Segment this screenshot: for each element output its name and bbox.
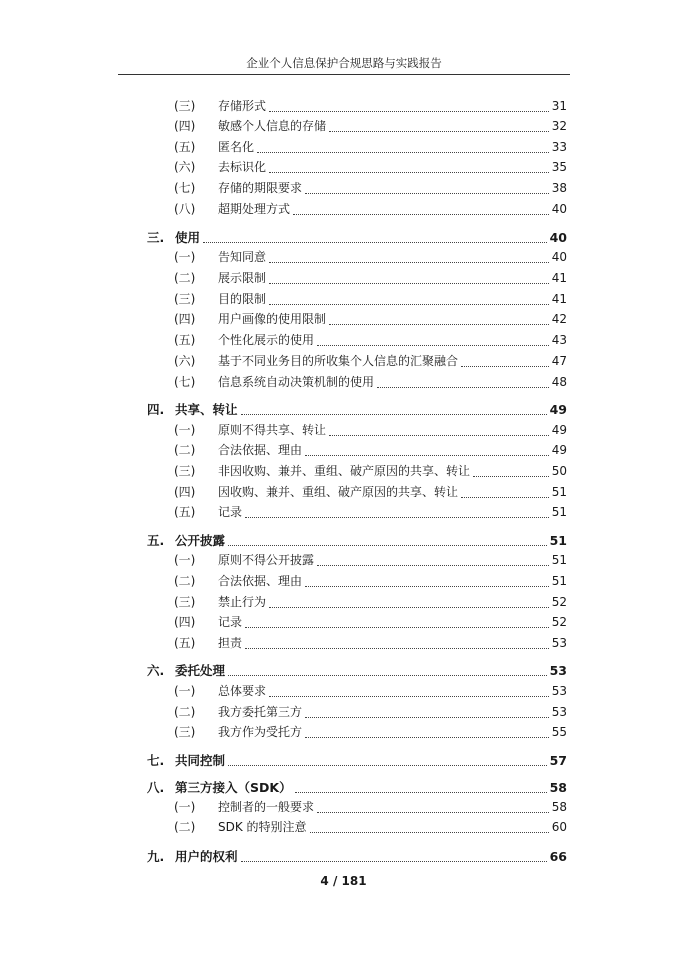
toc-entry-number: (六) bbox=[174, 160, 196, 174]
toc-entry-title: 我方委托第三方 bbox=[218, 705, 303, 719]
toc-subsection-entry[interactable] bbox=[174, 484, 567, 501]
toc-subsection-entry[interactable] bbox=[174, 819, 567, 836]
toc-subsection-entry[interactable] bbox=[174, 504, 567, 521]
toc-dot-leader bbox=[305, 454, 549, 456]
toc-entry-title: 存储的期限要求 bbox=[218, 181, 303, 195]
toc-entry-page: 41 bbox=[551, 271, 567, 285]
toc-entry-page: 51 bbox=[551, 574, 567, 588]
toc-entry-page: 33 bbox=[551, 140, 567, 154]
page-header-title: 企业个人信息保护合规思路与实践报告 bbox=[246, 56, 442, 70]
toc-entry-page: 49 bbox=[551, 443, 567, 457]
toc-entry-title: 第三方接入（SDK） bbox=[175, 780, 292, 795]
toc-dot-leader bbox=[329, 434, 549, 436]
toc-dot-leader bbox=[329, 323, 549, 325]
toc-section-entry[interactable] bbox=[147, 401, 567, 418]
toc-subsection-entry[interactable] bbox=[174, 704, 567, 721]
toc-entry-number: (八) bbox=[174, 202, 196, 216]
toc-subsection-entry[interactable] bbox=[174, 635, 567, 652]
toc-entry-page: 35 bbox=[551, 160, 567, 174]
toc-entry-page: 58 bbox=[549, 780, 567, 795]
toc-entry-number: (二) bbox=[174, 574, 196, 588]
toc-entry-number: (一) bbox=[174, 250, 196, 264]
toc-dot-leader bbox=[269, 110, 549, 112]
toc-entry-title: 告知同意 bbox=[218, 250, 267, 264]
toc-dot-leader bbox=[305, 585, 549, 587]
toc-dot-leader bbox=[203, 241, 547, 243]
toc-dot-leader bbox=[310, 831, 549, 833]
toc-subsection-entry[interactable] bbox=[174, 442, 567, 459]
toc-subsection-entry[interactable] bbox=[174, 724, 567, 741]
toc-dot-leader bbox=[269, 282, 549, 284]
toc-entry-page: 40 bbox=[551, 250, 567, 264]
toc-entry-page: 66 bbox=[549, 849, 567, 864]
toc-entry-page: 58 bbox=[551, 800, 567, 814]
toc-dot-leader bbox=[473, 475, 549, 477]
toc-subsection-entry[interactable] bbox=[174, 201, 567, 218]
toc-entry-number: 四. bbox=[147, 402, 165, 417]
toc-dot-leader bbox=[269, 606, 549, 608]
page-number: 4 / 181 bbox=[320, 874, 367, 888]
toc-entry-number: (五) bbox=[174, 636, 196, 650]
toc-entry-page: 53 bbox=[549, 663, 567, 678]
toc-dot-leader bbox=[461, 365, 549, 367]
toc-entry-page: 31 bbox=[551, 99, 567, 113]
toc-entry-title: 基于不同业务目的所收集个人信息的汇聚融合 bbox=[218, 354, 459, 368]
toc-entry-number: (三) bbox=[174, 595, 196, 609]
toc-entry-page: 49 bbox=[549, 402, 567, 417]
toc-entry-number: (三) bbox=[174, 725, 196, 739]
toc-entry-title: 敏感个人信息的存储 bbox=[218, 119, 327, 133]
toc-entry-title: 记录 bbox=[218, 505, 243, 519]
toc-entry-title: 因收购、兼并、重组、破产原因的共享、转让 bbox=[218, 485, 459, 499]
toc-entry-page: 43 bbox=[551, 333, 567, 347]
toc-entry-title: 匿名化 bbox=[218, 140, 255, 154]
toc-entry-number: (二) bbox=[174, 705, 196, 719]
toc-subsection-entry[interactable] bbox=[174, 118, 567, 135]
toc-entry-title: 用户画像的使用限制 bbox=[218, 312, 327, 326]
toc-subsection-entry[interactable] bbox=[174, 332, 567, 349]
toc-entry-title: 记录 bbox=[218, 615, 243, 629]
toc-entry-title: 用户的权利 bbox=[175, 849, 238, 864]
toc-subsection-entry[interactable] bbox=[174, 422, 567, 439]
toc-entry-title: 非因收购、兼并、重组、破产原因的共享、转让 bbox=[218, 464, 471, 478]
toc-entry-title: 目的限制 bbox=[218, 292, 267, 306]
toc-dot-leader bbox=[317, 344, 549, 346]
toc-entry-title: 共同控制 bbox=[175, 753, 226, 768]
toc-entry-title: 原则不得公开披露 bbox=[218, 553, 315, 567]
toc-entry-number: (五) bbox=[174, 333, 196, 347]
toc-entry-page: 47 bbox=[551, 354, 567, 368]
toc-entry-number: (七) bbox=[174, 375, 196, 389]
toc-section-entry[interactable] bbox=[147, 532, 567, 549]
toc-entry-page: 51 bbox=[549, 533, 567, 548]
toc-entry-title: 个性化展示的使用 bbox=[218, 333, 315, 347]
toc-entry-number: (六) bbox=[174, 354, 196, 368]
toc-dot-leader bbox=[269, 261, 549, 263]
toc-entry-page: 41 bbox=[551, 292, 567, 306]
toc-entry-title: 共享、转让 bbox=[175, 402, 238, 417]
toc-entry-number: (二) bbox=[174, 443, 196, 457]
toc-entry-page: 40 bbox=[551, 202, 567, 216]
toc-entry-number: (一) bbox=[174, 684, 196, 698]
toc-entry-page: 51 bbox=[551, 505, 567, 519]
toc-subsection-entry[interactable] bbox=[174, 463, 567, 480]
toc-dot-leader bbox=[305, 192, 549, 194]
toc-entry-number: (三) bbox=[174, 464, 196, 478]
toc-subsection-entry[interactable] bbox=[174, 270, 567, 287]
toc-entry-page: 42 bbox=[551, 312, 567, 326]
toc-entry-page: 40 bbox=[549, 230, 567, 245]
toc-dot-leader bbox=[269, 171, 549, 173]
toc-subsection-entry[interactable] bbox=[174, 291, 567, 308]
toc-entry-number: (一) bbox=[174, 423, 196, 437]
toc-entry-page: 52 bbox=[551, 615, 567, 629]
toc-subsection-entry[interactable] bbox=[174, 552, 567, 569]
toc-entry-number: (五) bbox=[174, 140, 196, 154]
toc-entry-title: 去标识化 bbox=[218, 160, 267, 174]
toc-section-entry[interactable] bbox=[147, 662, 567, 679]
toc-subsection-entry[interactable] bbox=[174, 180, 567, 197]
toc-entry-number: 七. bbox=[147, 753, 165, 768]
toc-entry-number: (一) bbox=[174, 800, 196, 814]
toc-entry-number: 三. bbox=[147, 230, 165, 245]
toc-entry-number: (五) bbox=[174, 505, 196, 519]
toc-dot-leader bbox=[228, 764, 547, 766]
toc-dot-leader bbox=[305, 736, 549, 738]
toc-dot-leader bbox=[228, 674, 547, 676]
toc-subsection-entry[interactable] bbox=[174, 594, 567, 611]
toc-entry-page: 38 bbox=[551, 181, 567, 195]
toc-entry-number: (三) bbox=[174, 292, 196, 306]
toc-entry-title: 我方作为受托方 bbox=[218, 725, 303, 739]
toc-entry-title: 合法依据、理由 bbox=[218, 574, 303, 588]
toc-dot-leader bbox=[317, 811, 549, 813]
toc-entry-title: 担责 bbox=[218, 636, 243, 650]
toc-section-entry[interactable] bbox=[147, 752, 567, 769]
toc-dot-leader bbox=[329, 130, 549, 132]
toc-entry-number: 八. bbox=[147, 780, 165, 795]
toc-entry-title: 控制者的一般要求 bbox=[218, 800, 315, 814]
toc-entry-title: 使用 bbox=[175, 230, 201, 245]
toc-entry-title: 公开披露 bbox=[175, 533, 226, 548]
toc-dot-leader bbox=[245, 626, 549, 628]
toc-entry-title: 超期处理方式 bbox=[218, 202, 291, 216]
toc-entry-title: 总体要求 bbox=[218, 684, 267, 698]
toc-entry-number: (四) bbox=[174, 312, 196, 326]
toc-dot-leader bbox=[293, 213, 549, 215]
toc-dot-leader bbox=[377, 386, 549, 388]
toc-entry-title: 展示限制 bbox=[218, 271, 267, 285]
toc-entry-page: 57 bbox=[549, 753, 567, 768]
toc-entry-title: 存储形式 bbox=[218, 99, 267, 113]
toc-entry-title: 委托处理 bbox=[175, 663, 226, 678]
toc-entry-page: 49 bbox=[551, 423, 567, 437]
toc-subsection-entry[interactable] bbox=[174, 159, 567, 176]
toc-entry-number: 五. bbox=[147, 533, 165, 548]
toc-entry-page: 48 bbox=[551, 375, 567, 389]
toc-section-entry[interactable] bbox=[147, 848, 567, 865]
toc-subsection-entry[interactable] bbox=[174, 683, 567, 700]
toc-dot-leader bbox=[245, 516, 549, 518]
toc-dot-leader bbox=[269, 303, 549, 305]
toc-subsection-entry[interactable] bbox=[174, 614, 567, 631]
toc-entry-title: 信息系统自动决策机制的使用 bbox=[218, 375, 375, 389]
toc-entry-page: 32 bbox=[551, 119, 567, 133]
toc-entry-number: (二) bbox=[174, 820, 196, 834]
toc-entry-title: SDK 的特别注意 bbox=[218, 820, 307, 834]
toc-subsection-entry[interactable] bbox=[174, 311, 567, 328]
toc-dot-leader bbox=[305, 716, 549, 718]
toc-entry-page: 55 bbox=[551, 725, 567, 739]
toc-subsection-entry[interactable] bbox=[174, 139, 567, 156]
toc-entry-page: 53 bbox=[551, 705, 567, 719]
toc-section-entry[interactable] bbox=[147, 229, 567, 246]
toc-entry-page: 53 bbox=[551, 684, 567, 698]
toc-entry-number: (四) bbox=[174, 485, 196, 499]
toc-entry-page: 51 bbox=[551, 485, 567, 499]
toc-entry-number: 九. bbox=[147, 849, 165, 864]
toc-dot-leader bbox=[317, 564, 549, 566]
toc-entry-number: (二) bbox=[174, 271, 196, 285]
toc-dot-leader bbox=[257, 151, 549, 153]
toc-subsection-entry[interactable] bbox=[174, 353, 567, 370]
toc-entry-number: (七) bbox=[174, 181, 196, 195]
toc-entry-number: 六. bbox=[147, 663, 165, 678]
toc-subsection-entry[interactable] bbox=[174, 799, 567, 816]
toc-entry-page: 51 bbox=[551, 553, 567, 567]
toc-section-entry[interactable] bbox=[147, 779, 567, 796]
toc-dot-leader bbox=[241, 860, 547, 862]
toc-dot-leader bbox=[241, 413, 547, 415]
toc-subsection-entry[interactable] bbox=[174, 98, 567, 115]
toc-entry-page: 53 bbox=[551, 636, 567, 650]
toc-subsection-entry[interactable] bbox=[174, 374, 567, 391]
toc-dot-leader bbox=[269, 695, 549, 697]
toc-entry-title: 原则不得共享、转让 bbox=[218, 423, 327, 437]
toc-dot-leader bbox=[295, 791, 547, 793]
toc-entry-page: 60 bbox=[551, 820, 567, 834]
toc-entry-number: (四) bbox=[174, 615, 196, 629]
toc-entry-page: 52 bbox=[551, 595, 567, 609]
toc-entry-number: (一) bbox=[174, 553, 196, 567]
toc-subsection-entry[interactable] bbox=[174, 573, 567, 590]
toc-entry-number: (四) bbox=[174, 119, 196, 133]
toc-dot-leader bbox=[245, 647, 549, 649]
toc-entry-page: 50 bbox=[551, 464, 567, 478]
toc-subsection-entry[interactable] bbox=[174, 249, 567, 266]
toc-entry-number: (三) bbox=[174, 99, 196, 113]
toc-dot-leader bbox=[461, 496, 549, 498]
toc-dot-leader bbox=[228, 544, 547, 546]
toc-entry-title: 禁止行为 bbox=[218, 595, 267, 609]
toc-entry-title: 合法依据、理由 bbox=[218, 443, 303, 457]
